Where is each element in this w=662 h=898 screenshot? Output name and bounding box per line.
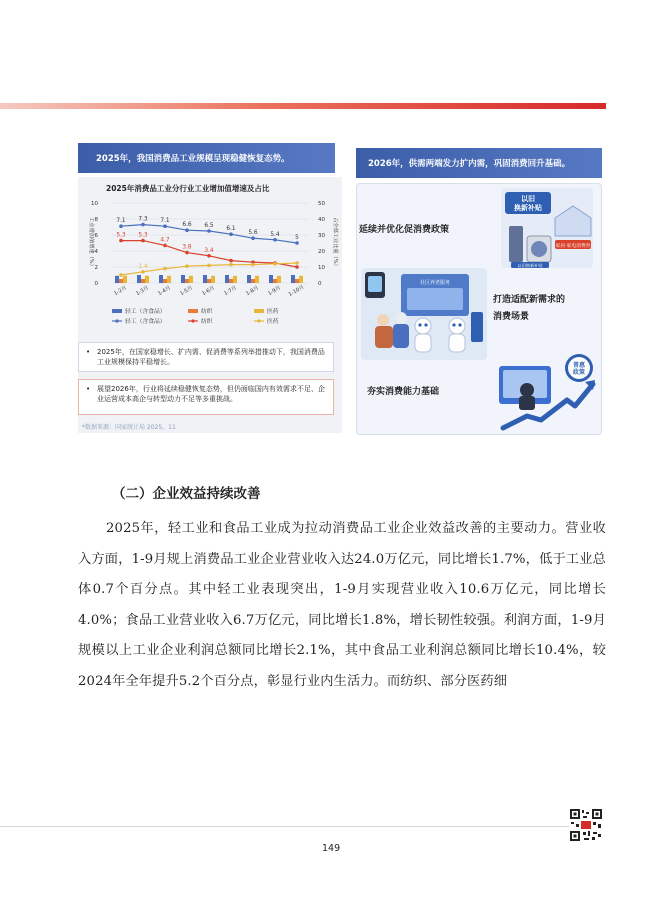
data-label: 6.1 bbox=[226, 226, 236, 233]
bar bbox=[181, 275, 185, 283]
x-tick-label: 1-5月 bbox=[179, 285, 194, 298]
line-point bbox=[207, 229, 211, 233]
line-point bbox=[229, 259, 233, 263]
bar bbox=[291, 275, 295, 283]
line-point bbox=[207, 254, 211, 258]
data-label: 5 bbox=[295, 235, 299, 241]
section-paragraph: 2025年，轻工业和食品工业成为拉动消费品工业企业效益改善的主要动力。营业收入方面，1-9月规上消费品工业企业营业收入达24.0万亿元，同比增长1.7%，低于工业总体0.7个百分点。其中轻工业表现突出，1-9月实现营业收入10.6万亿元，同比增长4.0%；食品工业营业收入6.7万亿元，同比增长1.8%，增长韧性较强。利润方面，1-9月规模以上工业企业利润总额同比增长2.1%，其中食品工业利润总额同比增长10.4%，较2024年全年提升5.2个百分点，彰显行业内生活力。而纺织、部分医药细 bbox=[78, 521, 606, 689]
line-point bbox=[229, 263, 233, 267]
bar bbox=[233, 276, 237, 283]
data-label: 6.6 bbox=[182, 222, 192, 229]
growth-badge-illustration bbox=[497, 354, 599, 434]
bar bbox=[255, 276, 259, 283]
sticker-line-1: 以旧 bbox=[521, 195, 535, 203]
line-point bbox=[141, 223, 145, 227]
page-number: 149 bbox=[322, 843, 341, 854]
data-label: 5.3 bbox=[138, 232, 148, 239]
tag-label-b: 以旧换新补贴 bbox=[517, 263, 543, 268]
bar bbox=[119, 279, 123, 283]
bar bbox=[159, 275, 163, 283]
line-point bbox=[185, 251, 189, 255]
line-point bbox=[251, 236, 255, 240]
screen-caption: 社区养老服务 bbox=[419, 280, 451, 286]
data-label: 7.3 bbox=[138, 216, 148, 223]
x-tick-label: 1-8月 bbox=[245, 285, 260, 298]
line-point bbox=[207, 264, 211, 268]
policy-label: 延续并优化促消费政策 bbox=[359, 225, 450, 235]
line-point bbox=[119, 273, 123, 277]
bar bbox=[247, 275, 251, 283]
bar bbox=[299, 276, 303, 283]
left-infographic-panel bbox=[78, 143, 342, 433]
bar bbox=[123, 276, 127, 283]
data-label: 5.3 bbox=[116, 232, 126, 239]
bullet-dot-icon: • bbox=[86, 348, 91, 356]
y-right-tick-label: 50 bbox=[318, 201, 325, 207]
legend-entry: 纺织 bbox=[201, 319, 213, 325]
line-point bbox=[141, 239, 145, 243]
bar bbox=[203, 275, 207, 283]
data-label: 3.4 bbox=[204, 247, 214, 254]
bar bbox=[269, 275, 273, 283]
legend-entry: 轻工（含食品） bbox=[125, 309, 166, 315]
data-label: 4.7 bbox=[160, 237, 170, 244]
line-point bbox=[163, 224, 167, 228]
x-tick-label: 1-7月 bbox=[223, 285, 238, 298]
data-label: 3.8 bbox=[182, 244, 192, 251]
bar bbox=[167, 276, 171, 283]
x-tick-label: 1-3月 bbox=[135, 285, 150, 298]
y-right-axis-title: 占全部工业比重（%） bbox=[332, 217, 338, 269]
scenario-label-line-2: 消费场景 bbox=[493, 312, 530, 322]
bar bbox=[185, 279, 189, 283]
y-tick-label: 8 bbox=[94, 217, 98, 223]
legend-swatch bbox=[112, 309, 122, 313]
appliance-tradein-illustration bbox=[497, 186, 597, 270]
bar bbox=[277, 276, 281, 283]
x-tick-label: 1-2月 bbox=[113, 285, 128, 298]
bar bbox=[163, 279, 167, 283]
x-tick-label: 1-4月 bbox=[157, 285, 172, 298]
smart-elderly-care-illustration bbox=[361, 268, 487, 360]
left-panel-banner: 2025年，我国消费品工业规模呈现稳健恢复态势。 bbox=[78, 143, 335, 173]
line-point bbox=[295, 241, 299, 245]
bullet-text-1: 2025年，在国家稳增长、扩内需、促消费等系列举措推动下，我国消费品工业规模保持平稳增长。 bbox=[97, 348, 325, 366]
y-tick-label: 10 bbox=[91, 201, 98, 207]
right-panel-banner: 2026年，供需两端发力扩内需，巩固消费回升基础。 bbox=[356, 148, 602, 178]
bullet-dot-icon: • bbox=[86, 385, 91, 393]
y-right-tick-label: 40 bbox=[318, 217, 325, 223]
legend-entry: 医药 bbox=[267, 319, 279, 325]
bar bbox=[145, 276, 149, 283]
scenario-label bbox=[493, 292, 565, 326]
bar bbox=[273, 279, 277, 283]
bar bbox=[211, 276, 215, 283]
line-point bbox=[119, 224, 123, 228]
y-right-tick-label: 20 bbox=[318, 249, 325, 255]
y-right-tick-label: 30 bbox=[318, 233, 325, 239]
y-right-tick-label: 0 bbox=[318, 281, 322, 287]
legend-swatch bbox=[115, 319, 118, 322]
bar bbox=[137, 275, 141, 283]
bar bbox=[225, 275, 229, 283]
data-label: 6.5 bbox=[204, 223, 214, 229]
bar bbox=[251, 279, 255, 283]
bar bbox=[229, 279, 233, 283]
y-tick-label: 2 bbox=[94, 265, 98, 271]
y-right-tick-label: 10 bbox=[318, 265, 325, 271]
legend-entry: 医药 bbox=[267, 309, 279, 315]
x-tick-label: 1-9月 bbox=[267, 285, 282, 298]
y-tick-label: 0 bbox=[94, 281, 98, 287]
bar bbox=[207, 279, 211, 283]
line-point bbox=[119, 239, 123, 243]
y-axis-title: 工业增加值增速（%） bbox=[88, 217, 94, 269]
line-point bbox=[295, 261, 299, 265]
line-point bbox=[141, 270, 145, 274]
bar bbox=[141, 279, 145, 283]
section-heading: （二）企业效益持续改善 bbox=[112, 486, 261, 502]
line-point bbox=[295, 265, 299, 269]
chart-title: 2025年消费品工业分行业工业增加值增速及占比 bbox=[106, 184, 270, 193]
right-panel-card bbox=[356, 183, 602, 435]
bar bbox=[189, 276, 193, 283]
data-source-note: *数据来源：国家统计局 2025，11 bbox=[82, 424, 176, 431]
data-label: 7.1 bbox=[116, 218, 126, 225]
data-label: 5.6 bbox=[248, 230, 258, 237]
line-point bbox=[251, 263, 255, 267]
tag-label-a: 家居·家电消费券 bbox=[555, 244, 591, 249]
capacity-label: 夯实消费能力基础 bbox=[367, 387, 440, 397]
data-label: 7.1 bbox=[160, 218, 170, 225]
legend-entry: 纺织 bbox=[201, 309, 213, 315]
x-tick-label: 1-10月 bbox=[287, 284, 306, 298]
legend-swatch bbox=[191, 319, 194, 322]
sticker-line-2: 换新补贴 bbox=[514, 204, 542, 212]
data-label: 1.4 bbox=[138, 263, 148, 270]
x-tick-label: 1-6月 bbox=[201, 285, 216, 298]
legend-swatch bbox=[254, 309, 264, 313]
badge-line-1: 普惠 bbox=[572, 362, 586, 369]
y-tick-label: 6 bbox=[94, 233, 98, 239]
line-point bbox=[185, 228, 189, 232]
line-point bbox=[273, 262, 277, 266]
data-label: 5.4 bbox=[270, 231, 280, 238]
line-point bbox=[163, 267, 167, 271]
industry-growth-chart bbox=[78, 195, 342, 341]
line-point bbox=[185, 264, 189, 268]
bar bbox=[115, 276, 119, 283]
legend-swatch bbox=[257, 319, 260, 322]
bullet-text-2: 展望2026年，行业将延续稳健恢复态势，但仍面临国内有效需求不足、企业运营成本高企与转型动力不足等多重挑战。 bbox=[97, 385, 325, 403]
line-point bbox=[273, 238, 277, 242]
qr-code-icon bbox=[569, 808, 603, 842]
badge-line-2: 政策 bbox=[572, 369, 586, 376]
y-tick-label: 4 bbox=[94, 249, 98, 255]
bar bbox=[295, 279, 299, 283]
bullet-card-1 bbox=[78, 342, 334, 372]
legend-swatch bbox=[188, 309, 198, 313]
right-infographic-panel bbox=[356, 148, 602, 435]
line-point bbox=[229, 232, 233, 236]
legend-entry: 轻工（含食品） bbox=[125, 319, 166, 325]
top-accent-bar bbox=[0, 103, 606, 109]
line-point bbox=[163, 244, 167, 248]
bullet-card-2 bbox=[78, 379, 334, 415]
footer-divider bbox=[0, 826, 600, 827]
scenario-label-line-1: 打造适配新需求的 bbox=[493, 295, 566, 305]
